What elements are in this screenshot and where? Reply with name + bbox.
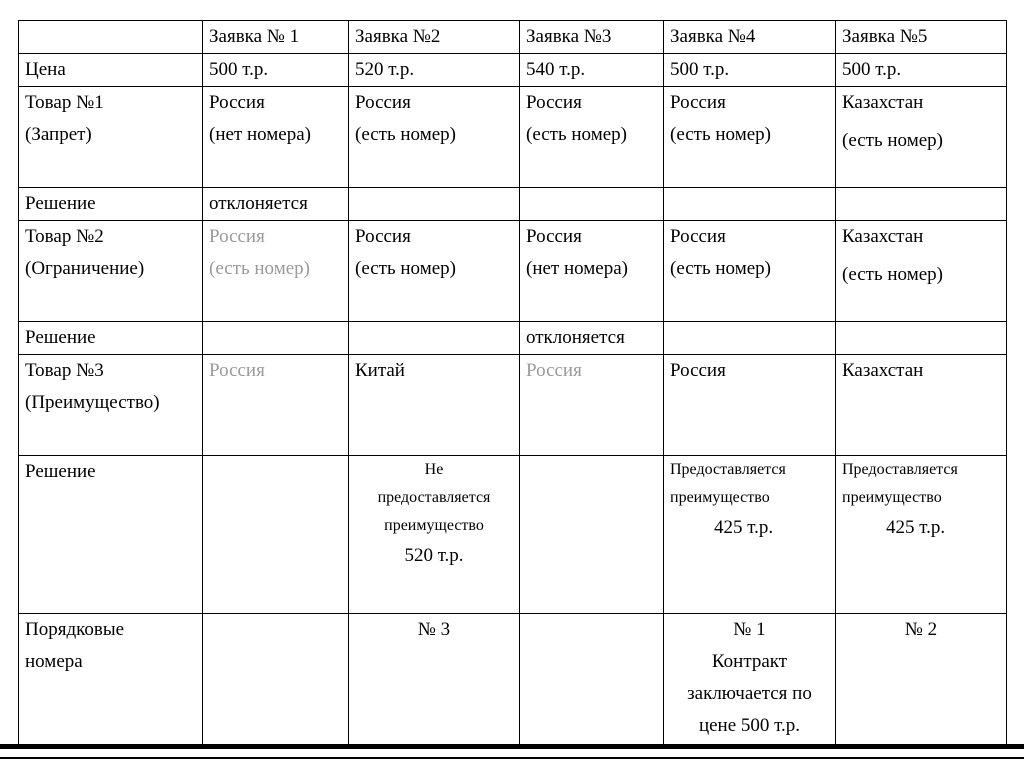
decision3-bid-2-line2: предоставляется [377,489,491,506]
decision2-bid-4 [664,322,836,355]
decision3-row [19,456,1007,614]
bottom-rule-thick [0,744,1024,749]
item1-bid-1-country: Россия [209,92,265,113]
item2-bid-2 [349,221,520,322]
item3-row [19,355,1007,456]
decision3-bid-1 [203,456,349,614]
item1-bid-4-note: (есть номер) [670,124,771,145]
ranking-bid-4-line2: заключается по [687,683,812,704]
header-corner-cell [19,21,203,54]
item3-label-name: Товар №3 [25,360,104,381]
item3-bid-5: Казахстан [836,355,1007,456]
decision3-bid-2 [349,456,520,614]
decision1-bid-1: отклоняется [203,188,349,221]
header-bid-5: Заявка №5 [836,21,1007,54]
decision2-bid-2 [349,322,520,355]
price-bid-3: 540 т.р. [520,54,664,87]
item2-bid-4 [664,221,836,322]
bottom-rule-thin [0,757,1024,759]
item2-bid-3 [520,221,664,322]
ranking-label-line2: номера [25,651,83,672]
price-label: Цена [19,54,203,87]
decision2-bid-3: отклоняется [520,322,664,355]
ranking-bid-5: № 2 [836,614,1007,746]
price-bid-1: 500 т.р. [203,54,349,87]
header-bid-4: Заявка №4 [664,21,836,54]
item1-bid-4 [664,87,836,188]
item1-label-name: Товар №1 [25,92,104,113]
ranking-label-line1: Порядковые [25,619,125,640]
item3-label-type: (Преимущество) [25,392,160,413]
decision3-bid-5 [836,456,1007,614]
item1-bid-5-country: Казахстан [842,92,924,113]
ranking-row [19,614,1007,746]
decision3-bid-4 [664,456,836,614]
item2-bid-2-country: Россия [355,226,411,247]
decision3-bid-3 [520,456,664,614]
decision1-label: Решение [19,188,203,221]
item2-bid-4-country: Россия [670,226,726,247]
item2-label-type: (Ограничение) [25,258,145,279]
item1-bid-3-country: Россия [526,92,582,113]
item1-bid-5 [836,87,1007,188]
price-bid-4: 500 т.р. [664,54,836,87]
header-row [19,21,1007,54]
decision2-label: Решение [19,322,203,355]
item1-bid-1-note: (нет номера) [209,124,312,145]
price-bid-5: 500 т.р. [836,54,1007,87]
decision2-bid-5 [836,322,1007,355]
bids-comparison-table [18,20,1007,746]
decision1-bid-3 [520,188,664,221]
item3-bid-1: Россия [203,355,349,456]
item2-bid-1-country: Россия [209,226,265,247]
ranking-bid-4-line1: Контракт [711,651,788,672]
item2-bid-4-note: (есть номер) [670,258,771,279]
decision3-bid-5-price: 425 т.р. [886,517,946,538]
decision2-row [19,322,1007,355]
ranking-bid-1 [203,614,349,746]
decision3-bid-2-line1: Не [424,461,444,478]
item2-bid-3-country: Россия [526,226,582,247]
decision1-bid-4 [664,188,836,221]
ranking-bid-2: № 3 [349,614,520,746]
item1-bid-2-country: Россия [355,92,411,113]
ranking-bid-4 [664,614,836,746]
price-row [19,54,1007,87]
item1-bid-2 [349,87,520,188]
item1-label [19,87,203,188]
decision3-bid-4-price: 425 т.р. [714,517,774,538]
decision3-bid-2-price: 520 т.р. [404,545,464,566]
item1-bid-2-note: (есть номер) [355,124,456,145]
decision3-bid-2-line3: преимущество [384,517,484,534]
decision3-bid-5-line2: преимущество [842,489,942,506]
decision1-row [19,188,1007,221]
header-bid-3: Заявка №3 [520,21,664,54]
item2-bid-5-country: Казахстан [842,226,924,247]
item1-bid-3 [520,87,664,188]
decision1-bid-5 [836,188,1007,221]
header-bid-1: Заявка № 1 [203,21,349,54]
ranking-label [19,614,203,746]
item2-bid-1-note: (есть номер) [209,258,310,279]
item2-bid-5-note: (есть номер) [842,264,943,285]
item1-bid-1 [203,87,349,188]
decision3-bid-4-line2: преимущество [670,489,770,506]
ranking-bid-4-line3: цене 500 т.р. [698,715,801,736]
item2-bid-3-note: (нет номера) [526,258,629,279]
item2-label [19,221,203,322]
price-bid-2: 520 т.р. [349,54,520,87]
item3-bid-4: Россия [664,355,836,456]
item3-label [19,355,203,456]
item1-label-type: (Запрет) [25,124,92,145]
decision3-bid-5-line1: Предоставляется [842,461,958,478]
ranking-bid-4-number: № 1 [733,619,766,640]
item1-row [19,87,1007,188]
item2-label-name: Товар №2 [25,226,104,247]
ranking-bid-3 [520,614,664,746]
decision3-bid-4-line1: Предоставляется [670,461,786,478]
header-bid-2: Заявка №2 [349,21,520,54]
item2-bid-5 [836,221,1007,322]
item3-bid-2: Китай [349,355,520,456]
item2-bid-1 [203,221,349,322]
item2-row [19,221,1007,322]
item1-bid-4-country: Россия [670,92,726,113]
item2-bid-2-note: (есть номер) [355,258,456,279]
decision1-bid-2 [349,188,520,221]
decision3-label: Решение [19,456,203,614]
item3-bid-3: Россия [520,355,664,456]
item1-bid-3-note: (есть номер) [526,124,627,145]
decision2-bid-1 [203,322,349,355]
item1-bid-5-note: (есть номер) [842,130,943,151]
